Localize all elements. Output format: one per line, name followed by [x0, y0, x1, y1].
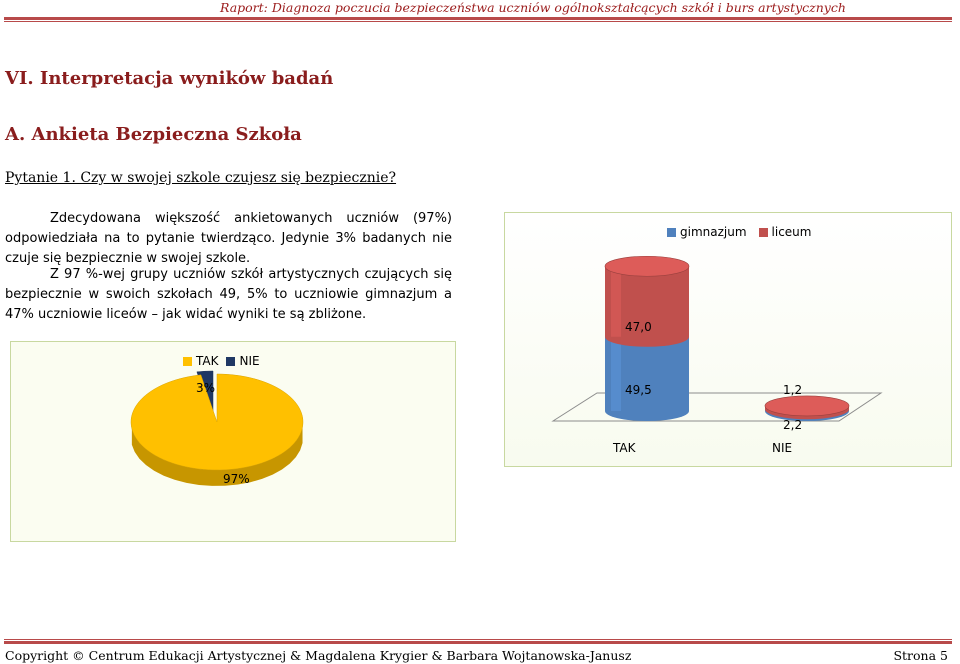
- bar-label-tak-liceum: 47,0: [625, 320, 652, 334]
- footer-page-number: Strona 5: [893, 648, 948, 663]
- bar-category-nie: NIE: [772, 441, 793, 455]
- bar-highlight-tak-liceum: [611, 266, 621, 337]
- bar-label-nie-gimnazjum: 1,2: [783, 383, 803, 397]
- header-divider-thin: [4, 21, 952, 22]
- bar-highlight-tak-gimnazjum: [611, 337, 621, 411]
- footer-divider: [4, 641, 952, 644]
- bar-cap-nie: [765, 396, 849, 416]
- pie-legend-label-tak: TAK: [196, 354, 219, 368]
- subsection-title: A. Ankieta Bezpieczna Szkoła: [5, 124, 302, 145]
- footer-copyright: Copyright © Centrum Edukacji Artystycznej & Magdalena Krygier & Barbara Wojtanowska-Janusz: [5, 648, 632, 663]
- pie-label-tak: 97%: [223, 472, 250, 486]
- pie-svg: [11, 342, 455, 541]
- bar-label-nie-liceum: 2,2: [783, 418, 803, 432]
- header-divider: [4, 17, 952, 20]
- paragraph-1: Zdecydowana większość ankietowanych uczniów (97%) odpowiedziała na to pytanie twierdząco. Jedynie 3% badanych nie czuje się bezpiecznie w swojej szkole.: [5, 211, 452, 266]
- bar-cap-tak: [605, 256, 689, 276]
- pie-label-nie: 3%: [196, 381, 216, 395]
- bar-legend-label-liceum: liceum: [771, 225, 812, 239]
- section-title: VI. Interpretacja wyników badań: [5, 68, 334, 89]
- bar-legend-label-gimnazjum: gimnazjum: [680, 225, 747, 239]
- bar-svg: [505, 213, 951, 466]
- question-text: Pytanie 1. Czy w swojej szkole czujesz się bezpiecznie?: [5, 170, 397, 186]
- bar-chart: [504, 212, 952, 467]
- page-header: Raport: Diagnoza poczucia bezpieczeństwa uczniów ogólnokształcących szkół i burs artystycznych: [220, 0, 846, 15]
- bar-label-tak-gimnazjum: 49,5: [625, 383, 652, 397]
- paragraph-2: Z 97 %-wej grupy uczniów szkół artystycznych czujących się bezpiecznie w swoich szkołach 49, 5% to uczniowie gimnazjum a 47% uczniowie liceów – jak widać wyniki te są zbliżone.: [5, 267, 452, 322]
- pie-slice-tak: [131, 374, 303, 470]
- bar-category-tak: TAK: [613, 441, 636, 455]
- pie-legend-label-nie: NIE: [239, 354, 260, 368]
- footer-divider-thin: [4, 639, 952, 640]
- pie-chart: [10, 341, 456, 542]
